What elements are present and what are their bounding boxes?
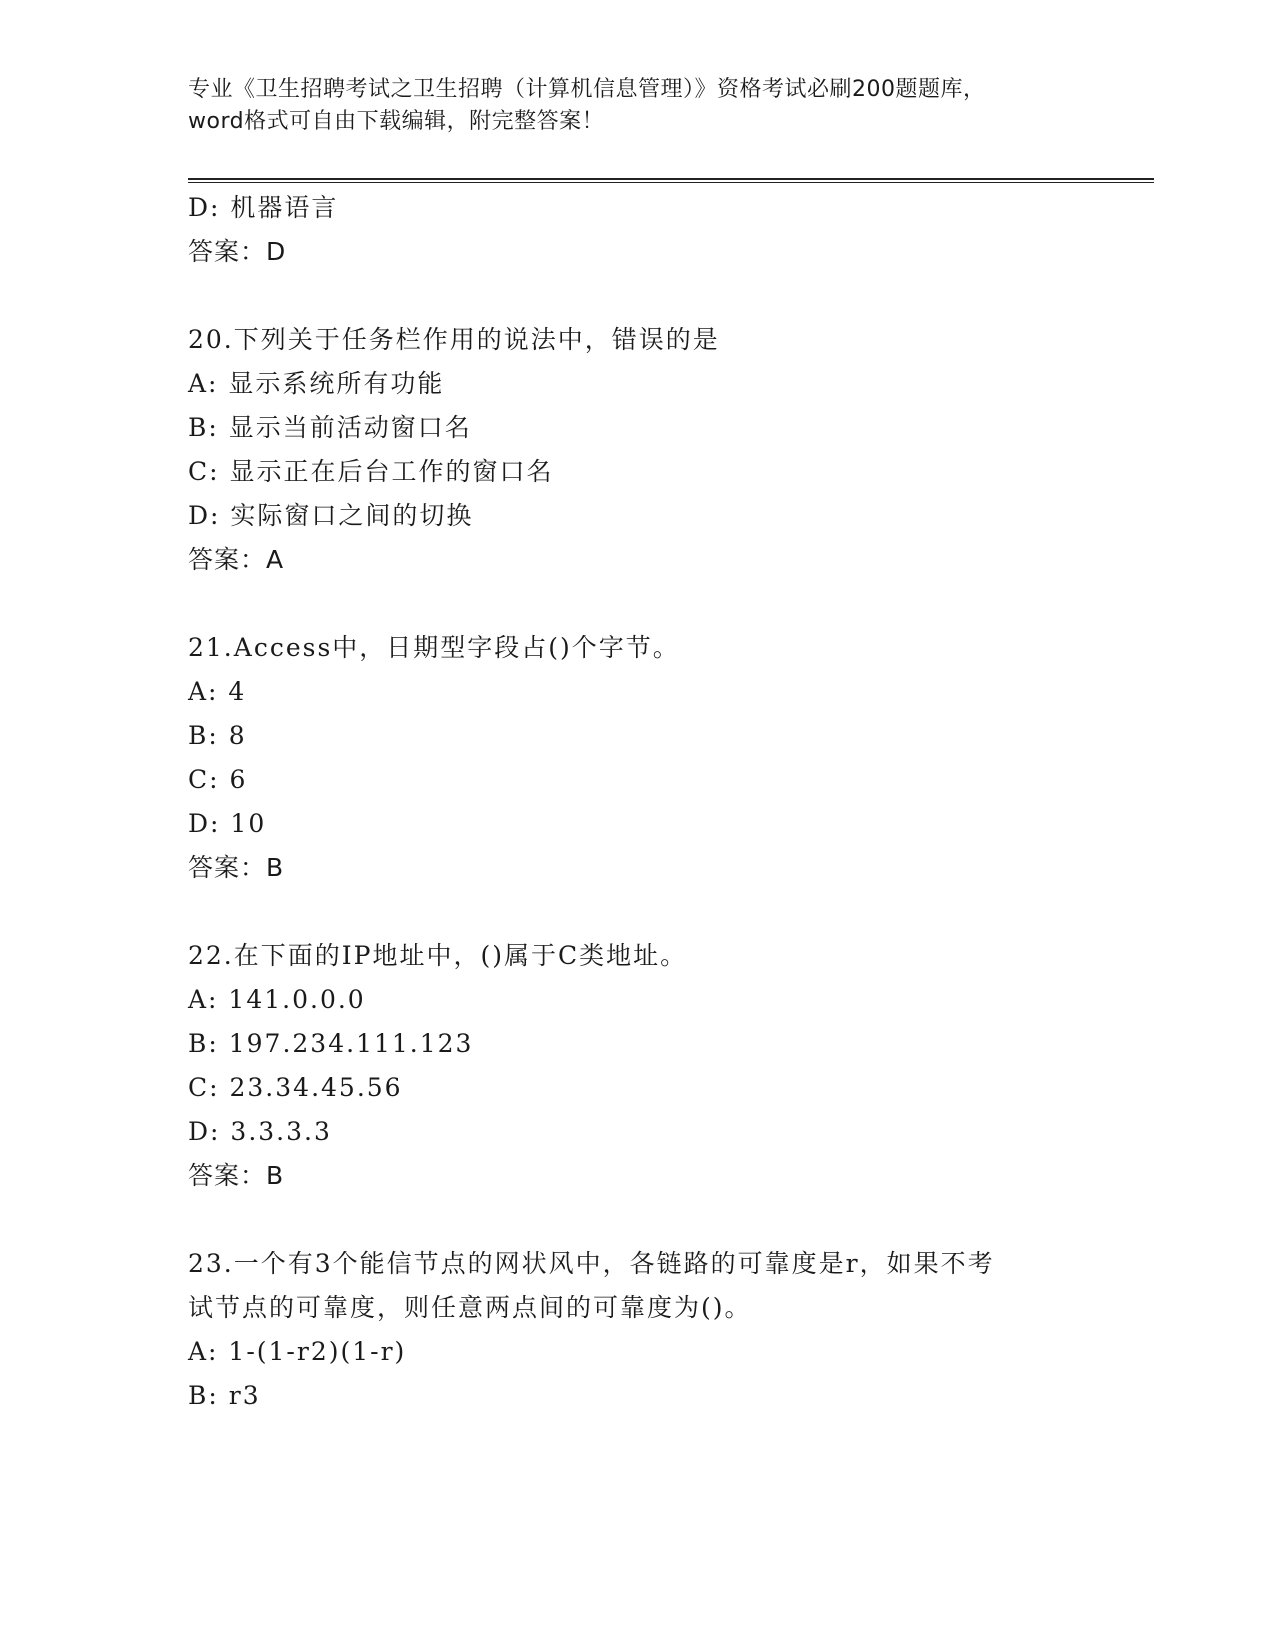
q23-stem-line-2: 试节点的可靠度，则任意两点间的可靠度为()。: [188, 1293, 752, 1322]
q22-option-c: C: 23.34.45.56: [188, 1073, 403, 1102]
q22-option-a: A: 141.0.0.0: [188, 985, 366, 1014]
q20-option-a: A: 显示系统所有功能: [188, 369, 445, 398]
header-line-2: word格式可自由下载编辑，附完整答案！: [188, 109, 605, 134]
header-divider-thin: [188, 182, 1154, 183]
q23-stem-line-1: 23.一个有3个能信节点的网状风中，各链路的可靠度是r，如果不考: [188, 1249, 995, 1278]
q23-option-b: B: r3: [188, 1381, 261, 1410]
q21-option-b: B: 8: [188, 721, 247, 750]
q20-option-d: D: 实际窗口之间的切换: [188, 501, 474, 530]
q21-option-d: D: 10: [188, 809, 267, 838]
header-line-1: 专业《卫生招聘考试之卫生招聘（计算机信息管理）》资格考试必刷200题题库，: [188, 77, 986, 102]
q20-option-c: C: 显示正在后台工作的窗口名: [188, 457, 554, 486]
q21-answer: 答案：B: [188, 853, 285, 882]
q22-answer: 答案：B: [188, 1161, 285, 1190]
prev-option-d: D: 机器语言: [188, 193, 339, 222]
q22-option-d: D: 3.3.3.3: [188, 1117, 332, 1146]
q21-option-a: A: 4: [188, 677, 247, 706]
q21-option-c: C: 6: [188, 765, 248, 794]
document-header: [188, 74, 1088, 138]
q21-stem: 21.Access中，日期型字段占()个字节。: [188, 633, 680, 662]
header-divider-thick: [188, 178, 1154, 180]
q22-option-b: B: 197.234.111.123: [188, 1029, 474, 1058]
q20-stem: 20.下列关于任务栏作用的说法中，错误的是: [188, 325, 720, 354]
q20-answer: 答案：A: [188, 545, 285, 574]
q23-option-a: A: 1-(1-r2)(1-r): [188, 1337, 407, 1366]
q20-option-b: B: 显示当前活动窗口名: [188, 413, 472, 442]
q22-stem: 22.在下面的IP地址中，()属于C类地址。: [188, 941, 688, 970]
prev-answer: 答案：D: [188, 237, 287, 266]
